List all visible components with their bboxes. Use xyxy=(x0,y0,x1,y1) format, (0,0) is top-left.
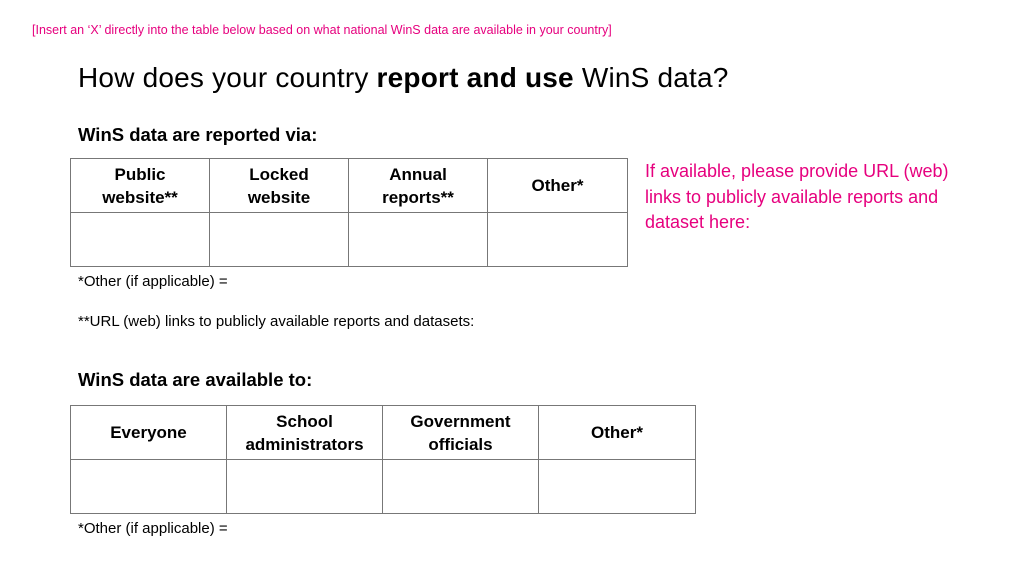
header-line-1: Other* xyxy=(591,423,643,442)
entry-cell-school-administrators[interactable] xyxy=(227,460,383,514)
other-note: *Other (if applicable) = xyxy=(78,273,228,290)
header-line-1: Government xyxy=(410,411,511,431)
reported-via-heading: WinS data are reported via: xyxy=(78,124,318,145)
entry-cell-public-website[interactable] xyxy=(71,213,210,267)
column-header-school-administrators xyxy=(227,406,383,460)
header-line-2: website** xyxy=(102,187,178,207)
available-to-table xyxy=(70,405,696,514)
header-line-2: officials xyxy=(428,434,493,454)
title-part2: WinS data? xyxy=(573,62,729,93)
header-line-1: School xyxy=(276,411,333,431)
available-to-header-row xyxy=(71,406,696,460)
entry-cell-everyone[interactable] xyxy=(71,460,227,514)
instruction-text: [Insert an ‘X’ directly into the table below based on what national WinS data are available in your country] xyxy=(32,23,612,37)
column-header-other xyxy=(488,159,628,213)
header-line-2: website xyxy=(247,187,311,207)
column-header-public-website xyxy=(71,159,210,213)
entry-cell-locked-website[interactable] xyxy=(210,213,349,267)
header-line-2: reports** xyxy=(382,187,454,207)
available-to-entry-row xyxy=(71,460,696,514)
entry-cell-government-officials[interactable] xyxy=(383,460,539,514)
reported-via-header-row xyxy=(71,159,628,213)
entry-cell-other[interactable] xyxy=(488,213,628,267)
column-header-locked-website xyxy=(210,159,349,213)
header-line-1: Other* xyxy=(531,176,584,195)
title-emphasis: report and use xyxy=(376,62,574,93)
page-title xyxy=(78,62,729,94)
column-header-annual-reports xyxy=(349,159,488,213)
column-header-government-officials xyxy=(383,406,539,460)
header-line-1: Public xyxy=(114,164,166,184)
column-header-everyone xyxy=(71,406,227,460)
reported-via-table xyxy=(70,158,628,267)
url-note: **URL (web) links to publicly available reports and datasets: xyxy=(78,313,475,330)
entry-cell-annual-reports[interactable] xyxy=(349,213,488,267)
available-to-heading: WinS data are available to: xyxy=(78,369,313,390)
reported-via-entry-row xyxy=(71,213,628,267)
header-line-1: Annual xyxy=(389,164,447,184)
title-part1: How does your country xyxy=(78,62,377,93)
column-header-other xyxy=(539,406,696,460)
url-request-note: If available, please provide URL (web) links to publicly available reports and dataset here: xyxy=(645,161,949,232)
header-line-1: Locked xyxy=(249,164,309,184)
entry-cell-other[interactable] xyxy=(539,460,696,514)
other-note-available: *Other (if applicable) = xyxy=(78,520,228,537)
header-line-2: administrators xyxy=(245,434,364,454)
header-line-1: Everyone xyxy=(110,423,187,442)
